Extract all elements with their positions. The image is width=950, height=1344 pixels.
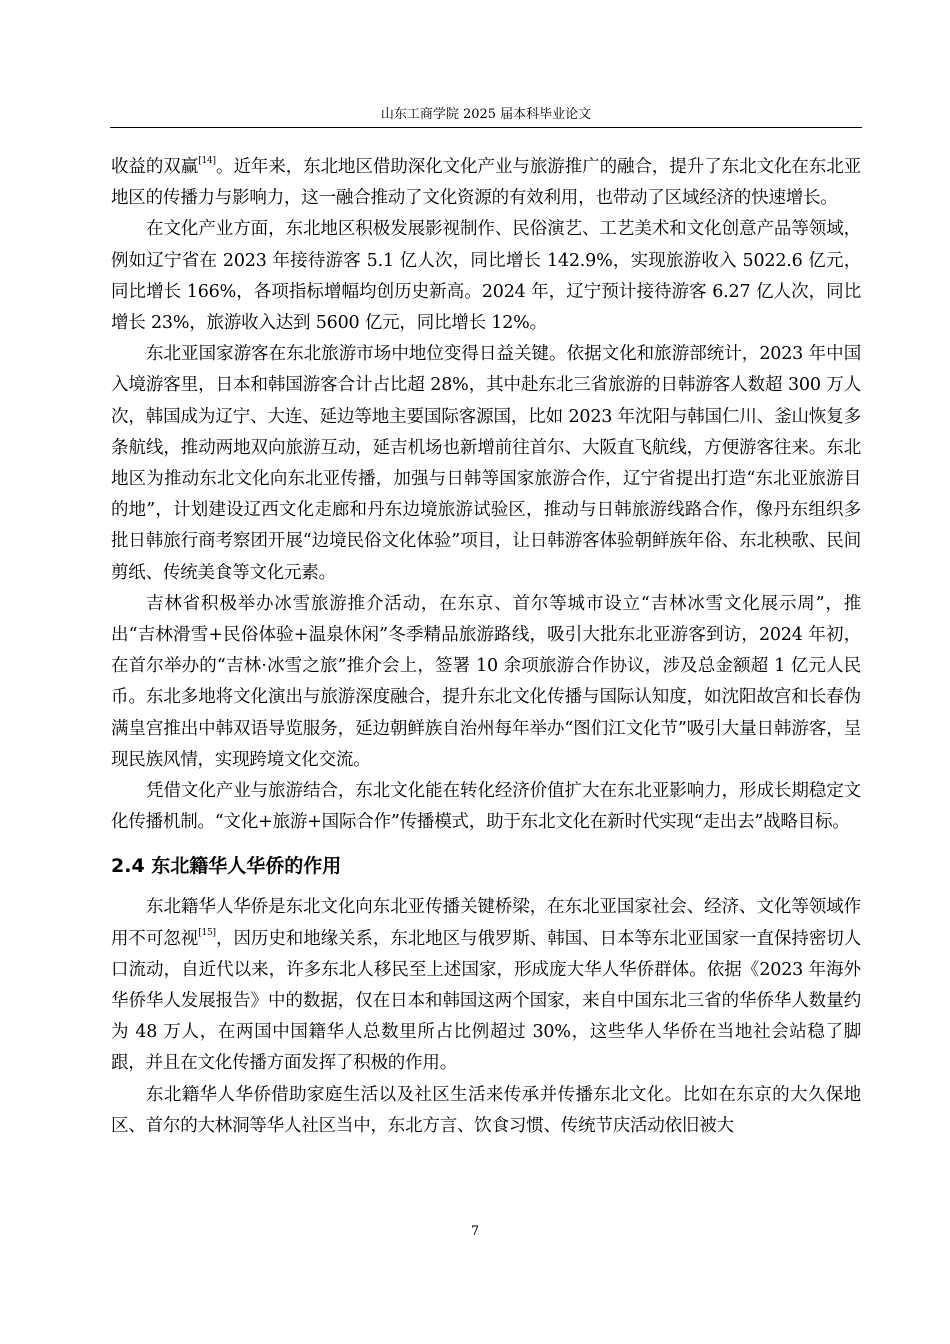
paragraph-text: 。近年来，东北地区借助深化文化产业与旅游推广的融合，提升了东北文化在东北亚地区的传播力与影响力，这一融合推动了文化资源的有效利用，也带动了区域经济的快速增长。 — [111, 157, 861, 209]
citation-ref: [14] — [198, 156, 216, 167]
paragraph-text: ，因历史和地缘关系，东北地区与俄罗斯、韩国、日本等东北亚国家一直保持密切人口流动，自近代以来，许多东北人移民至上述国家，形成庞大华人华侨群体。依据《2023 年海外华侨华人发展报告》中的数据，仅在日本和韩国这两个国家，来自中国东北三省的华侨华人数量约为 48 万人，在两国中国籍华人总数里所占比例超过 30%，这些华人华侨在当地社会站稳了脚跟，并且在文化传播方面发挥了积极的作用。 — [111, 928, 861, 1074]
paragraph — [111, 892, 861, 1079]
page-header: 山东工商学院 2025 届本科毕业论文 — [380, 107, 592, 122]
paragraph: 东北亚国家游客在东北旅游市场中地位变得日益关键。依据文化和旅游部统计，2023 年中国入境游客里，日本和韩国游客合计占比超 28%，其中赴东北三省旅游的日韩游客人数超 300 万人次，韩国成为辽宁、大连、延边等地主要国际客源国，比如 2023 年沈阳与韩国仁川、釜山恢复多条航线，推动两地双向旅游互动，延吉机场也新增前往首尔、大阪直飞航线，方便游客往来。东北地区为推动东北文化向东北亚传播，加强与日韩等国家旅游合作，辽宁省提出打造“东北亚旅游目的地”，计划建设辽西文化走廊和丹东边境旅游试验区，推动与日韩旅游线路合作，像丹东组织多批日韩旅行商考察团开展“边境民俗文化体验”项目，让日韩游客体验朝鲜族年俗、东北秧歌、民间剪纸、传统美食等文化元素。 — [111, 344, 861, 583]
paragraph: 吉林省积极举办冰雪旅游推介活动，在东京、首尔等城市设立“吉林冰雪文化展示周”，推出“吉林滑雪+民俗体验+温泉休闲”冬季精品旅游路线，吸引大批东北亚游客到访，2024 年初，在首尔举办的“吉林·冰雪之旅”推介会上，签署 10 余项旅游合作协议，涉及总金额超 1 亿元人民币。东北多地将文化演出与旅游深度融合，提升东北文化传播与国际认知度，如沈阳故宫和长春伪满皇宫推出中韩双语导览服务，延边朝鲜族自治州每年举办“图们江文化节”吸引大量日韩游客，呈现民族风情，实现跨境文化交流。 — [111, 593, 861, 770]
citation-ref: [15] — [198, 927, 216, 938]
paragraph-text: 东北籍华人华侨是东北文化向东北亚传播关键桥梁，在东北亚国家社会、经济、文化等领域作用不可忽视 — [111, 897, 861, 949]
document-body — [111, 152, 861, 1142]
paragraph: 东北籍华人华侨借助家庭生活以及社区生活来传承并传播东北文化。比如在东京的大久保地区、首尔的大林洞等华人社区当中，东北方言、饮食习惯、传统节庆活动依旧被大 — [111, 1084, 861, 1136]
paragraph-continued — [111, 152, 861, 214]
section-heading: 2.4 东北籍华人华侨的作用 — [111, 855, 342, 878]
paragraph-text: 收益的双赢 — [111, 157, 199, 177]
page-number: 7 — [470, 1224, 480, 1239]
paragraph: 凭借文化产业与旅游结合，东北文化能在转化经济价值扩大在东北亚影响力，形成长期稳定文化传播机制。“文化+旅游+国际合作”传播模式，助于东北文化在新时代实现“走出去”战略目标。 — [111, 781, 861, 833]
paragraph: 在文化产业方面，东北地区积极发展影视制作、民俗演艺、工艺美术和文化创意产品等领域，例如辽宁省在 2023 年接待游客 5.1 亿人次，同比增长 142.9%，实现旅游收入 5022.6 亿元，同比增长 166%，各项指标增幅均创历史新高。2024 年，辽宁预计接待游客 6.27 亿人次，同比增长 23%，旅游收入达到 5600 亿元，同比增长 12%。 — [111, 219, 861, 334]
header-divider — [110, 127, 862, 128]
